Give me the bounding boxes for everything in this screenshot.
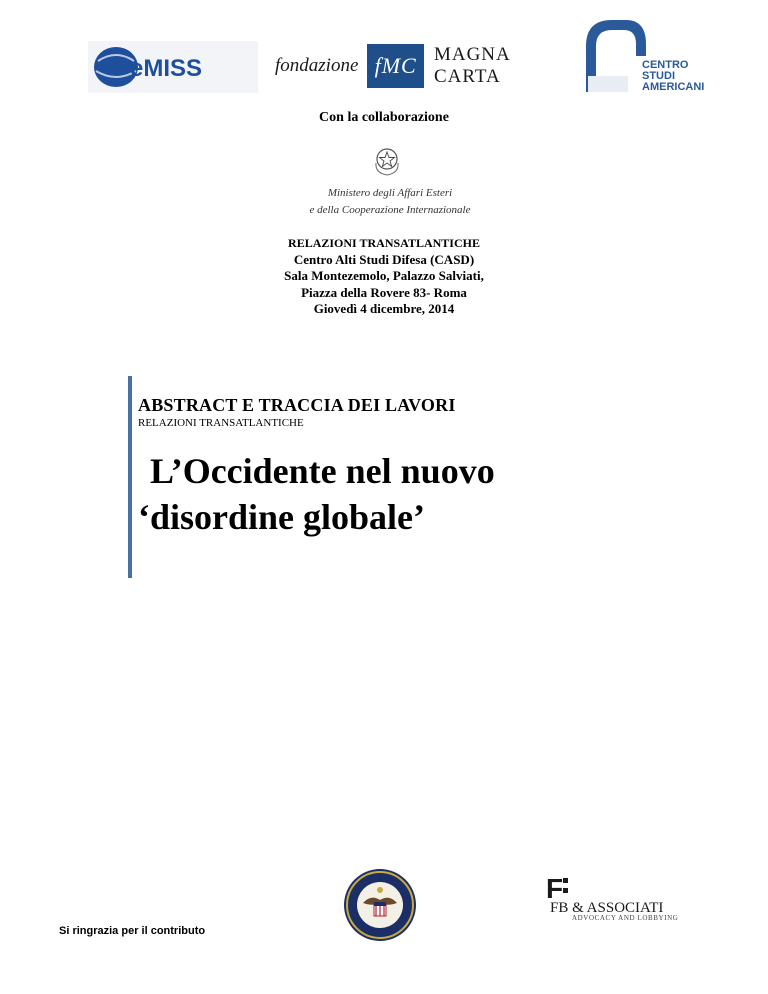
fb-mark: F [546, 873, 564, 904]
fmc-logo [275, 44, 565, 88]
fmc-mark: fMC [367, 44, 424, 88]
abstract-title: ABSTRACT E TRACCIA DEI LAVORI [138, 395, 456, 415]
fmc-name: MAGNA CARTA [433, 44, 510, 87]
main-title [138, 448, 495, 540]
italian-emblem-icon [373, 145, 401, 177]
csa-line2: STUDI [642, 70, 675, 82]
ministero-line2: e della Cooperazione Internazionale [309, 204, 471, 216]
event-date: Giovedì 4 dicembre, 2014 [313, 301, 455, 316]
ministero-label [300, 185, 480, 219]
ministero-line1: Ministero degli Affari Esteri [327, 187, 453, 199]
fmc-fondazione-label: fondazione [275, 55, 359, 76]
thanks-note: Si ringrazia per il contributo [59, 925, 206, 937]
event-venue: Centro Alti Studi Difesa (CASD) [293, 251, 475, 267]
event-info [0, 235, 768, 318]
collaboration-heading: Con la collaborazione [319, 110, 449, 125]
fb-tagline: ADVOCACY AND LOBBYING [572, 914, 679, 922]
abstract-subtitle: RELAZIONI TRANSATLANTICHE [138, 417, 304, 429]
csa-logo [582, 16, 705, 94]
event-address: Piazza della Rovere 83- Roma [301, 284, 467, 300]
us-embassy-seal [343, 868, 417, 942]
event-room: Sala Montezemolo, Palazzo Salviati, [284, 268, 484, 283]
emiss-logo-text: eMISS [130, 55, 203, 82]
event-series: RELAZIONI TRANSATLANTICHE [288, 236, 480, 250]
csa-line1: CENTRO [642, 59, 689, 71]
csa-line3: AMERICANI [642, 81, 705, 93]
fb-name: FB & ASSOCIATI [550, 900, 664, 916]
accent-bar [128, 376, 132, 578]
main-title-line1: L’Occidente nel nuovo [150, 451, 495, 491]
fb-associati-logo [546, 872, 680, 920]
emiss-logo [88, 41, 258, 93]
main-title-line2: ‘disordine globale’ [138, 497, 426, 537]
